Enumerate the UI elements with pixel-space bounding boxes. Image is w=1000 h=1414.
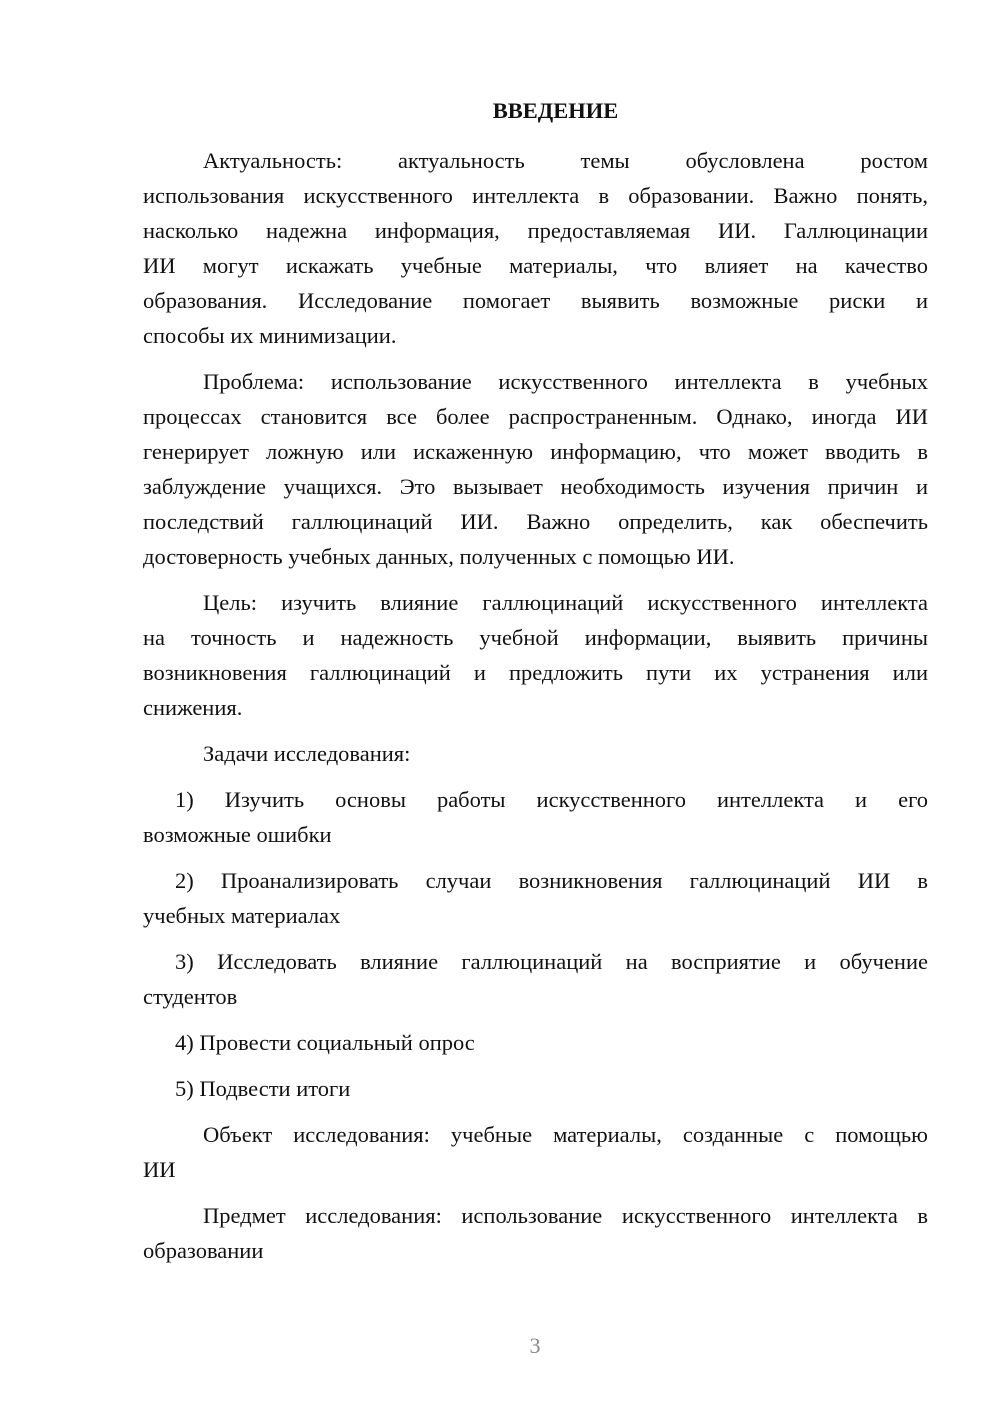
text-line: учебных материалах bbox=[143, 903, 341, 928]
task-list-item bbox=[143, 1071, 928, 1106]
text-line: 1) Изучить основы работы искусственного интеллекта и его bbox=[175, 787, 928, 812]
text-line: Задачи исследования: bbox=[203, 741, 411, 766]
text-line: генерирует ложную или искаженную информацию, что может вводить в bbox=[143, 439, 928, 464]
text-line: 5) Подвести итоги bbox=[175, 1076, 351, 1101]
text-line: образования. Исследование помогает выявить возможные риски и bbox=[143, 288, 928, 313]
task-list-item bbox=[143, 944, 928, 1014]
text-line: образовании bbox=[143, 1238, 264, 1263]
text-line: возможные ошибки bbox=[143, 822, 332, 847]
text-line: способы их минимизации. bbox=[143, 323, 397, 348]
text-line: использования искусственного интеллекта в образовании. Важно понять, bbox=[143, 183, 928, 208]
section-title: ВВЕДЕНИЕ bbox=[492, 98, 619, 123]
text-line: снижения. bbox=[143, 695, 243, 720]
task-list-item bbox=[143, 1025, 928, 1060]
text-line: 2) Проанализировать случаи возникновения галлюцинаций ИИ в bbox=[175, 868, 928, 893]
text-line: ИИ bbox=[143, 1157, 176, 1182]
paragraph bbox=[143, 585, 928, 725]
text-line: ИИ могут искажать учебные материалы, что влияет на качество bbox=[143, 253, 928, 278]
task-list-item bbox=[143, 863, 928, 933]
paragraph bbox=[143, 736, 928, 771]
paragraph bbox=[143, 1198, 928, 1268]
paragraph bbox=[143, 364, 928, 574]
text-line: 4) Провести социальный опрос bbox=[175, 1030, 475, 1055]
text-line: процессах становится все более распространенным. Однако, иногда ИИ bbox=[143, 404, 928, 429]
text-line: заблуждение учащихся. Это вызывает необходимость изучения причин и bbox=[143, 474, 928, 499]
page-number: 3 bbox=[529, 1333, 541, 1358]
task-list-item bbox=[143, 782, 928, 852]
text-line: Актуальность: актуальность темы обусловлена ростом bbox=[203, 148, 928, 173]
text-line: Проблема: использование искусственного интеллекта в учебных bbox=[203, 369, 928, 394]
text-line: студентов bbox=[143, 984, 238, 1009]
document-page bbox=[143, 93, 928, 1279]
text-line: Объект исследования: учебные материалы, созданные с помощью bbox=[203, 1122, 928, 1147]
document-body bbox=[143, 143, 928, 1268]
text-line: на точность и надежность учебной информации, выявить причины bbox=[143, 625, 928, 650]
paragraph bbox=[143, 1117, 928, 1187]
text-line: возникновения галлюцинаций и предложить пути их устранения или bbox=[143, 660, 928, 685]
text-line: Предмет исследования: использование искусственного интеллекта в bbox=[203, 1203, 928, 1228]
text-line: достоверность учебных данных, полученных с помощью ИИ. bbox=[143, 544, 735, 569]
text-line: 3) Исследовать влияние галлюцинаций на восприятие и обучение bbox=[175, 949, 928, 974]
text-line: Цель: изучить влияние галлюцинаций искусственного интеллекта bbox=[203, 590, 928, 615]
text-line: последствий галлюцинаций ИИ. Важно определить, как обеспечить bbox=[143, 509, 928, 534]
paragraph bbox=[143, 143, 928, 353]
text-line: насколько надежна информация, предоставляемая ИИ. Галлюцинации bbox=[143, 218, 928, 243]
